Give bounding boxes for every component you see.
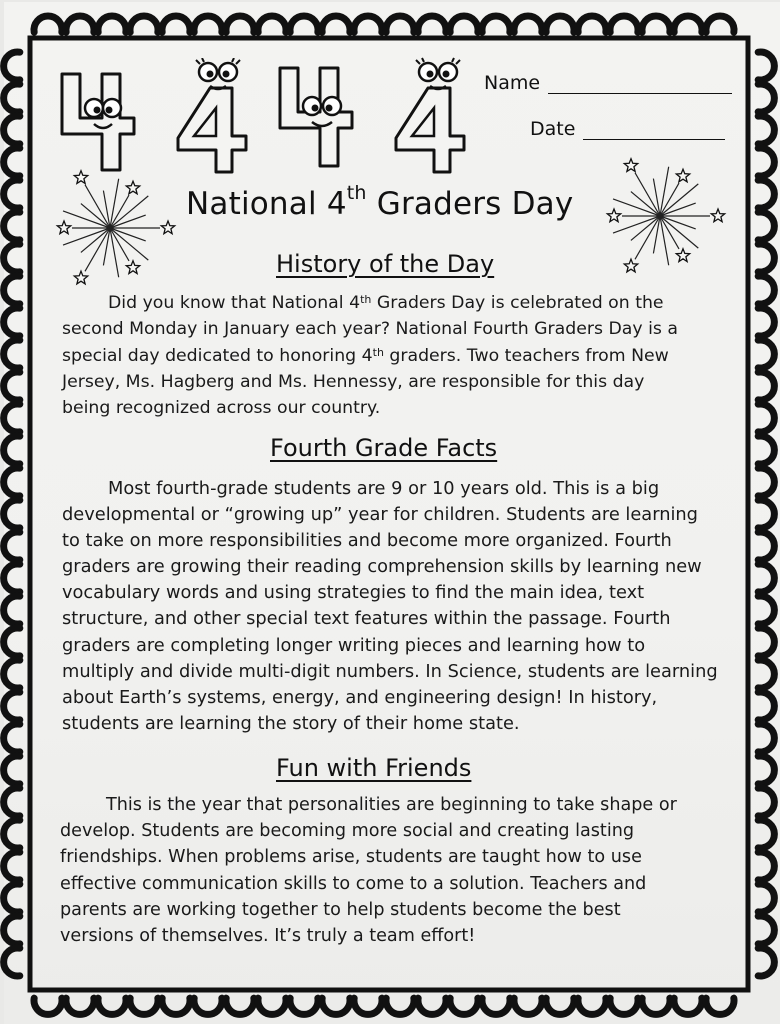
friends-paragraph [60, 792, 677, 949]
number-four-character-icon [272, 64, 358, 170]
paragraph-line: develop. Students are becoming more social and creating lasting [60, 821, 635, 842]
paragraph-line: students are learning the story of their home state. [62, 712, 520, 734]
title-superscript: th [346, 182, 367, 204]
paragraph-line: graders are completing longer writing pieces and learning how to [62, 634, 646, 656]
name-label: Name [484, 72, 541, 94]
paragraph-line: friendships. When problems arise, students are taught how to use [60, 847, 642, 868]
title-text: National 4 [186, 186, 347, 222]
paragraph-line: being recognized across our country. [62, 398, 381, 419]
page-title [186, 182, 606, 222]
number-four-character-icon [388, 56, 472, 176]
section-heading: History of the Day [276, 250, 495, 278]
firework-left-icon [36, 166, 182, 294]
paragraph-line: versions of themselves. It’s truly a team effort! [60, 926, 476, 947]
paragraph-line: special day dedicated to honoring 4th graders. Two teachers from New [62, 345, 669, 366]
paragraph-line: multiply and divide multi-digit numbers. In Science, students are learning [62, 660, 718, 682]
paragraph-line: about Earth’s systems, energy, and engineering design! In history, [62, 686, 658, 708]
paragraph-line: second Monday in January each year? National Fourth Graders Day is a [62, 319, 678, 340]
facts-paragraph [62, 476, 718, 737]
firework-right-icon [586, 150, 736, 286]
date-label: Date [530, 118, 576, 140]
paragraph-line: This is the year that personalities are beginning to take shape or [106, 795, 677, 815]
paragraph-line: developmental or “growing up” year for children. Students are learning [62, 504, 698, 526]
name-blank-line [548, 75, 732, 94]
paragraph-line: structure, and other special text features within the passage. Fourth [62, 608, 671, 630]
paragraph-line: to take on more responsibilities and become more organized. Fourth [62, 530, 672, 552]
date-blank-line [583, 121, 725, 140]
section-heading: Fun with Friends [276, 754, 472, 782]
number-four-character-icon [170, 58, 254, 176]
title-text-end: Graders Day [366, 186, 574, 222]
paragraph-line: Jersey, Ms. Hagberg and Ms. Hennessy, are responsible for this day [62, 371, 645, 392]
section-heading: Fourth Grade Facts [270, 434, 498, 462]
name-field [484, 72, 732, 94]
history-paragraph [62, 290, 678, 421]
paragraph-line: graders are growing their reading comprehension skills by learning new [62, 556, 702, 578]
paragraph-line: Most fourth-grade students are 9 or 10 years old. This is a big [108, 478, 660, 499]
number-four-character-icon [54, 70, 140, 174]
paragraph-line: parents are working together to help students become the best [60, 899, 621, 920]
date-field [530, 118, 725, 140]
paragraph-line: effective communication skills to come to a solution. Teachers and [60, 873, 647, 894]
paragraph-line: vocabulary words and using strategies to find the main idea, text [62, 582, 645, 604]
paragraph-line: Did you know that National 4th Graders Day is celebrated on the [108, 293, 664, 313]
